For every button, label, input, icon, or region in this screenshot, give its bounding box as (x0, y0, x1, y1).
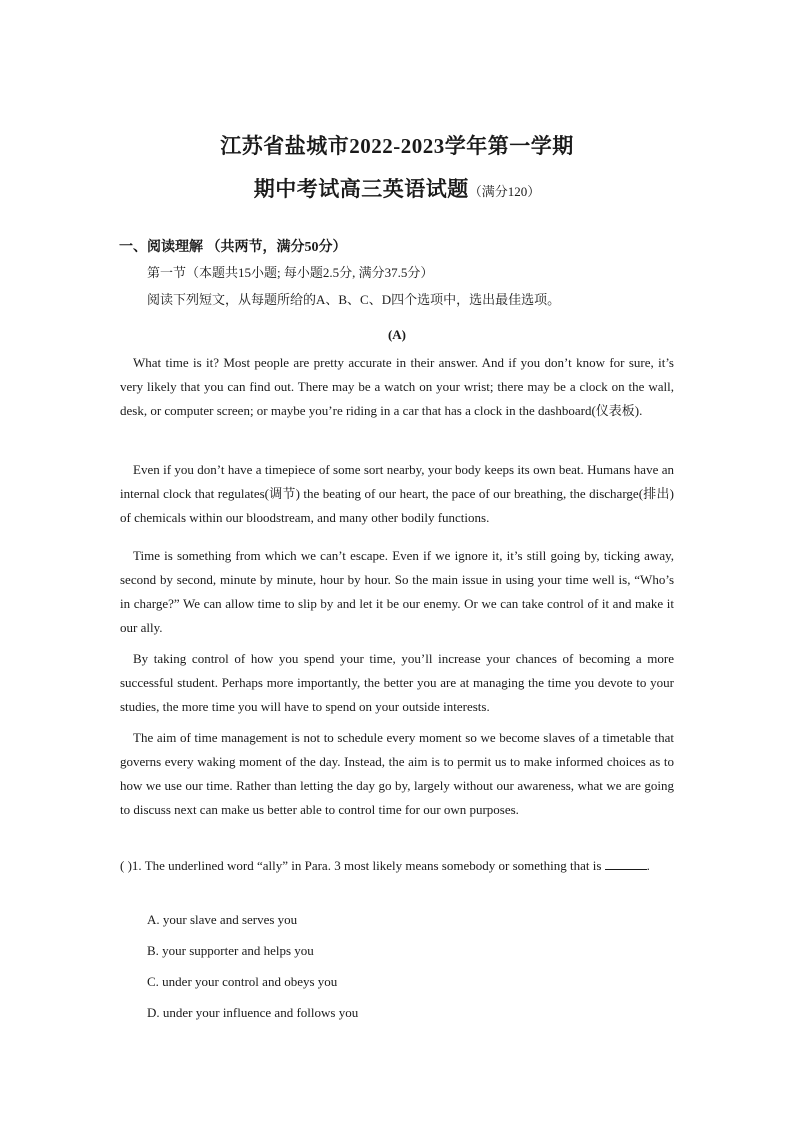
option-a: A. your slave and serves you (147, 912, 298, 927)
passage-paragraph: What time is it? Most people are pretty accurate in their answer. And if you don’t know for sure, it’s very likely that you can find out. There may be a watch on your wrist; there may be a clock on the wall, desk, or computer screen; or maybe you’re riding in a car that has a clock in the dashboard(仪表板). (120, 355, 674, 418)
passage-paragraph: Even if you don’t have a timepiece of some sort nearby, your body keeps its own beat. Humans have an internal clock that regulates(调节) the beating of our heart, the pace of our breathing, the discharge(排出) of chemicals within our bloodstream, and many other bodily functions. (120, 462, 674, 525)
instruction-text: 阅读下列短文，从每题所给的A、B、C、D四个选项中，选出最佳选项。 (147, 292, 561, 307)
question-number: ( )1. (120, 858, 142, 873)
passage-paragraph: Time is something from which we can’t escape. Even if we ignore it, it’s still going by, ticking away, second by second, minute by minute, hour by hour. So the main issue in using your time well is, “Who’s in charge?” We can allow time to slip by and let it be our enemy. Or we can take control of it and make it our ally. (120, 548, 674, 635)
option-d: D. under your influence and follows you (147, 1005, 359, 1020)
exam-title-line2 (0, 173, 794, 203)
option-c: C. under your control and obeys you (147, 974, 338, 989)
question-stem: The underlined word “ally” in Para. 3 most likely means somebody or something that is (144, 858, 602, 873)
answer-blank (605, 855, 647, 870)
option-b: B. your supporter and helps you (147, 943, 314, 958)
passage-paragraph: The aim of time management is not to schedule every moment so we become slaves of a timetable that governs every waking moment of the day. Instead, the aim is to permit us to make informed choices as to how we use our time. Rather than letting the day go by, largely without our awareness, what we are going to discuss next can make us better able to control time for our own purposes. (120, 730, 674, 817)
passage-label: (A) (387, 327, 407, 342)
exam-title-line1: 江苏省盐城市2022-2023学年第一学期 (220, 134, 574, 158)
section-heading: 一、阅读理解 （共两节，满分50分） (119, 240, 347, 255)
exam-subject: 期中考试高三英语试题 (253, 177, 469, 201)
exam-total-score: （满分120） (468, 184, 541, 199)
passage-paragraph: By taking control of how you spend your time, you’ll increase your chances of becoming a more successful student. Perhaps more importantly, the better you are at managing the time you devote to your studies, the more time you will have to spend on your outside interests. (120, 651, 674, 714)
part-description: 第一节（本题共15小题; 每小题2.5分, 满分37.5分） (147, 265, 434, 280)
question-1 (120, 853, 674, 879)
question-end: . (646, 858, 650, 873)
